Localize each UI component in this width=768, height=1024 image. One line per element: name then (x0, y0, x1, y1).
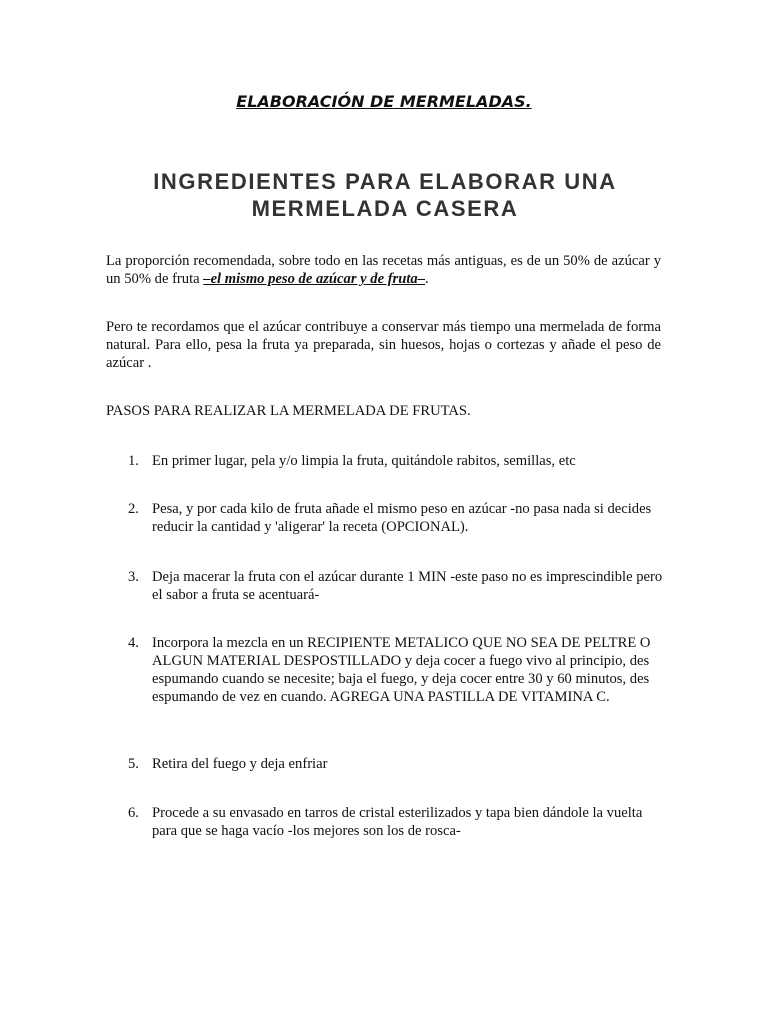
step-item-1 (128, 452, 668, 470)
step-item-3 (128, 568, 668, 604)
proportion-text: La proporción recomendada, sobre todo en las recetas más antiguas, es de un 50% de azúcar y un 50% de fruta (106, 253, 661, 287)
step-text: Deja macerar la fruta con el azúcar durante 1 MIN -este paso no es imprescindible pero el sabor a fruta se acentuará- (152, 569, 663, 603)
proportion-period: . (425, 271, 429, 287)
sugar-paragraph: Pero te recordamos que el azúcar contribuye a conservar más tiempo una mermelada de forma natural. Para ello, pesa la fruta ya preparada, sin huesos, hojas o cortezas y añade el peso de azúcar . (106, 319, 661, 371)
document-title: ELABORACIÓN DE MERMELADAS. (236, 92, 532, 111)
step-text: Retira del fuego y deja enfriar (152, 756, 328, 772)
step-text: Incorpora la mezcla en un RECIPIENTE METALICO QUE NO SEA DE PELTRE O ALGUN MATERIAL DESPOSTILLADO y deja cocer a fuego vivo al principio, des espumando cuando se necesite; baja el fuego, y deja cocer entre 30 y 60 minutos, des espumando de vez en cuando. AGREGA UNA PASTILLA DE VITAMINA C. (152, 635, 651, 705)
ingredients-heading: INGREDIENTES PARA ELABORAR UNA MERMELADA CASERA (153, 169, 617, 221)
step-text: En primer lugar, pela y/o limpia la fruta, quitándole rabitos, semillas, etc (152, 453, 576, 469)
step-item-5 (128, 755, 668, 773)
step-item-6 (128, 804, 668, 840)
step-item-4 (128, 634, 668, 706)
step-number: 2. (128, 501, 139, 517)
step-number: 6. (128, 805, 139, 821)
step-item-2 (128, 500, 668, 536)
proportion-paragraph (106, 252, 661, 288)
step-number: 1. (128, 453, 139, 469)
step-text: Procede a su envasado en tarros de cristal esterilizados y tapa bien dándole la vuelta para que se haga vacío -los mejores son los de rosca- (152, 805, 643, 839)
step-text: Pesa, y por cada kilo de fruta añade el mismo peso en azúcar -no pasa nada si decides reducir la cantidad y 'aligerar' la receta (OPCIONAL). (152, 501, 652, 535)
step-number: 3. (128, 569, 139, 585)
steps-title: PASOS PARA REALIZAR LA MERMELADA DE FRUTAS. (106, 403, 471, 419)
step-number: 5. (128, 756, 139, 772)
step-number: 4. (128, 635, 139, 651)
same-weight-emphasis: –el mismo peso de azúcar y de fruta– (203, 271, 425, 287)
